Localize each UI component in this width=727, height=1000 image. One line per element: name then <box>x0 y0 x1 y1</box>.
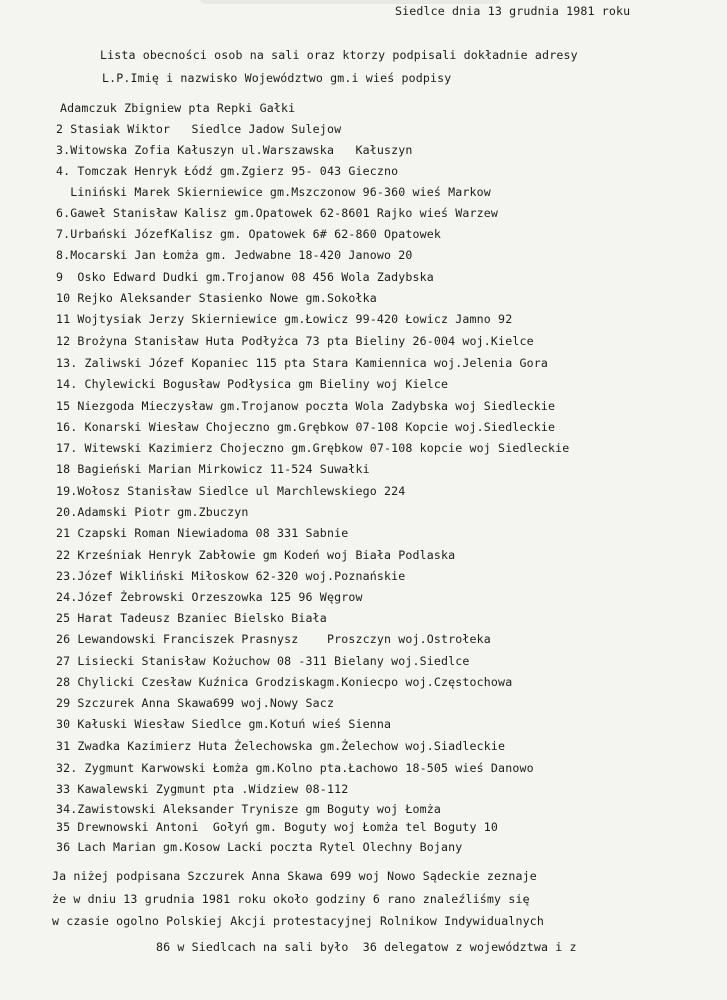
list-item: 10 Rejko Aleksander Stasienko Nowe gm.Sokołka <box>56 291 377 305</box>
list-item: 26 Lewandowski Franciszek Prasnysz Proszczyn woj.Ostrołeka <box>56 632 491 646</box>
list-item: 9 Osko Edward Dudki gm.Trojanow 08 456 Wola Zadybska <box>56 270 434 284</box>
document-intro: Lista obecności osob na sali oraz ktorzy podpisali dokładnie adresy <box>100 48 578 62</box>
list-item: 30 Kałuski Wiesław Siedlce gm.Kotuń wieś Sienna <box>56 717 392 731</box>
closing-statement-line: Ja niżej podpisana Szczurek Anna Skawa 699 woj Nowo Sądeckie zeznaje <box>52 869 537 883</box>
list-item: 21 Czapski Roman Niewiadoma 08 331 Sabnie <box>56 526 349 540</box>
list-item: 13. Zaliwski Józef Kopaniec 115 pta Stara Kamiennica woj.Jelenia Gora <box>56 356 548 370</box>
list-item: 7.Urbański JózefKalisz gm. Opatowek 6# 62-860 Opatowek <box>56 227 442 241</box>
list-item: 25 Harat Tadeusz Bzaniec Bielsko Biała <box>56 611 327 625</box>
list-item: 14. Chylewicki Bogusław Podłysica gm Bieliny woj Kielce <box>56 377 449 391</box>
list-item: 17. Witewski Kazimierz Chojeczno gm.Grębkow 07-108 kopcie woj Siedleckie <box>56 441 570 455</box>
list-item: 15 Niezgoda Mieczysław gm.Trojanow poczta Wola Zadybska woj Siedleckie <box>56 399 556 413</box>
list-item: 20.Adamski Piotr gm.Zbuczyn <box>56 505 249 519</box>
closing-statement-line: że w dniu 13 grudnia 1981 roku około godziny 6 rano znaleźliśmy się <box>52 892 530 906</box>
list-item: 12 Brożyna Stanisław Huta Podłyżca 73 pta Bieliny 26-004 woj.Kielce <box>56 334 534 348</box>
list-item: 34.Zawistowski Aleksander Trynisze gm Boguty woj Łomża <box>56 802 442 816</box>
list-item: 19.Wołosz Stanisław Siedlce ul Marchlewskiego 224 <box>56 484 406 498</box>
list-item: 18 Bagieński Marian Mirkowicz 11-524 Suwałki <box>56 462 370 476</box>
list-item: 8.Mocarski Jan Łomża gm. Jedwabne 18-420 Janowo 20 <box>56 248 413 262</box>
document-date: Siedlce dnia 13 grudnia 1981 roku <box>395 4 631 18</box>
list-item: 16. Konarski Wiesław Chojeczno gm.Grębkow 07-108 Kopcie woj.Siedleckie <box>56 420 556 434</box>
list-item: 33 Kawalewski Zygmunt pta .Widziew 08-112 <box>56 782 349 796</box>
list-item: 22 Krześniak Henryk Zabłowie gm Kodeń woj Biała Podlaska <box>56 548 456 562</box>
list-item: 11 Wojtysiak Jerzy Skierniewice gm.Łowicz 99-420 Łowicz Jamno 92 <box>56 312 513 326</box>
list-item: 4. Tomczak Henryk Łódź gm.Zgierz 95- 043 Gieczno <box>56 164 399 178</box>
list-item: 35 Drewnowski Antoni Gołyń gm. Boguty woj Łomża tel Boguty 10 <box>56 820 499 834</box>
list-item: 6.Gaweł Stanisław Kalisz gm.Opatowek 62-8601 Rajko wieś Warzew <box>56 206 499 220</box>
closing-statement-line: w czasie ogolno Polskiej Akcji protestacyjnej Rolnikow Indywidualnych <box>52 914 544 928</box>
list-item: 31 Zwadka Kazimierz Huta Żelechowska gm.Żelechow woj.Siadleckie <box>56 739 506 753</box>
list-item: 3.Witowska Zofia Kałuszyn ul.Warszawska Kałuszyn <box>56 143 413 157</box>
list-item: 24.Józef Żebrowski Orzeszowka 125 96 Węgrow <box>56 590 363 604</box>
list-item: 23.Józef Wikliński Miłoskow 62-320 woj.Poznańskie <box>56 569 406 583</box>
list-item: 27 Lisiecki Stanisław Kożuchow 08 -311 Bielany woj.Siedlce <box>56 654 470 668</box>
list-item: 2 Stasiak Wiktor Siedlce Jadow Sulejow <box>56 122 342 136</box>
list-item: Adamczuk Zbigniew pta Repki Gałki <box>60 101 296 115</box>
list-item: 32. Zygmunt Karwowski Łomża gm.Kolno pta.Łachowo 18-505 wieś Danowo <box>56 761 534 775</box>
list-item: 29 Szczurek Anna Skawa699 woj.Nowy Sacz <box>56 696 335 710</box>
list-item: 28 Chylicki Czesław Kuźnica Grodziskagm.Koniecpo woj.Częstochowa <box>56 675 513 689</box>
list-item: 36 Lach Marian gm.Kosow Lacki poczta Rytel Olechny Bojany <box>56 840 463 854</box>
column-headers: L.P.Imię i nazwisko Województwo gm.i wieś podpisy <box>102 71 452 85</box>
list-item: Liniński Marek Skierniewice gm.Mszczonow 96-360 wieś Markow <box>56 185 491 199</box>
closing-statement-line: 86 w Siedlcach na sali było 36 delegatow z województwa i z <box>156 940 577 954</box>
